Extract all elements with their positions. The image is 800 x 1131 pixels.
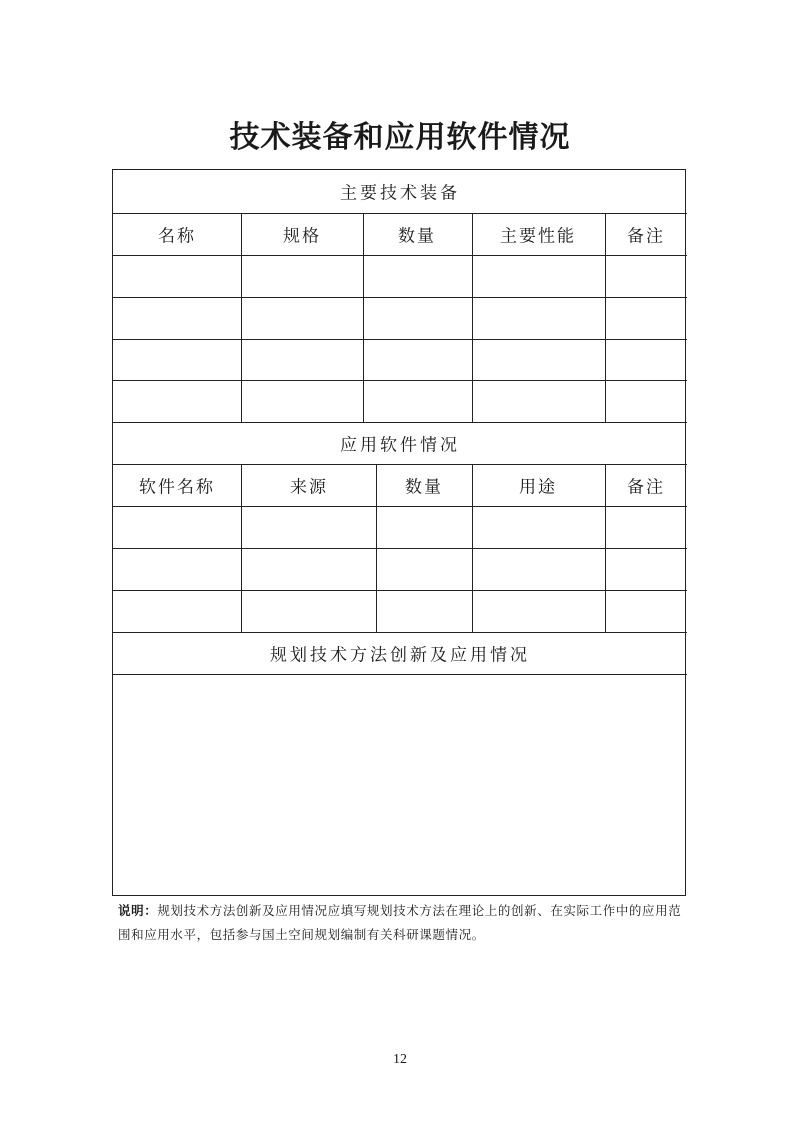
column-header-software-name: 软件名称 <box>139 477 215 498</box>
column-header-quantity: 数量 <box>405 477 443 498</box>
software-section-title: 应用软件情况 <box>340 435 460 456</box>
equipment-section-title: 主要技术装备 <box>340 183 460 204</box>
row-divider <box>113 632 687 633</box>
row-divider <box>113 380 687 381</box>
row-divider <box>113 674 687 675</box>
column-header-quantity: 数量 <box>398 226 436 247</box>
column-header-performance: 主要性能 <box>500 226 576 247</box>
column-divider <box>472 213 473 422</box>
column-header-name: 名称 <box>158 226 196 247</box>
row-divider <box>113 213 687 214</box>
row-divider <box>113 548 687 549</box>
column-divider <box>363 213 364 422</box>
row-divider <box>113 422 687 423</box>
row-divider <box>113 255 687 256</box>
page-number: 12 <box>393 1052 407 1067</box>
form-note <box>118 899 688 947</box>
column-header-remarks: 备注 <box>627 477 665 498</box>
column-divider <box>472 464 473 632</box>
row-divider <box>113 590 687 591</box>
column-header-remarks: 备注 <box>627 226 665 247</box>
column-divider <box>376 464 377 632</box>
row-divider <box>113 339 687 340</box>
innovation-section-title: 规划技术方法创新及应用情况 <box>270 645 530 666</box>
column-header-source: 来源 <box>290 477 328 498</box>
innovation-content-area[interactable] <box>119 680 679 888</box>
page-title: 技术装备和应用软件情况 <box>229 120 571 155</box>
column-header-spec: 规格 <box>283 226 321 247</box>
column-divider <box>241 464 242 632</box>
row-divider <box>113 506 687 507</box>
column-divider <box>605 464 606 632</box>
column-divider <box>241 213 242 422</box>
column-divider <box>605 213 606 422</box>
form-table <box>112 169 686 896</box>
note-text: 规划技术方法创新及应用情况应填写规划技术方法在理论上的创新、在实际工作中的应用范围和应用水平，包括参与国土空间规划编制有关科研课题情况。 <box>118 903 682 942</box>
row-divider <box>113 297 687 298</box>
note-label: 说明： <box>118 903 158 918</box>
column-header-purpose: 用途 <box>519 477 557 498</box>
row-divider <box>113 464 687 465</box>
